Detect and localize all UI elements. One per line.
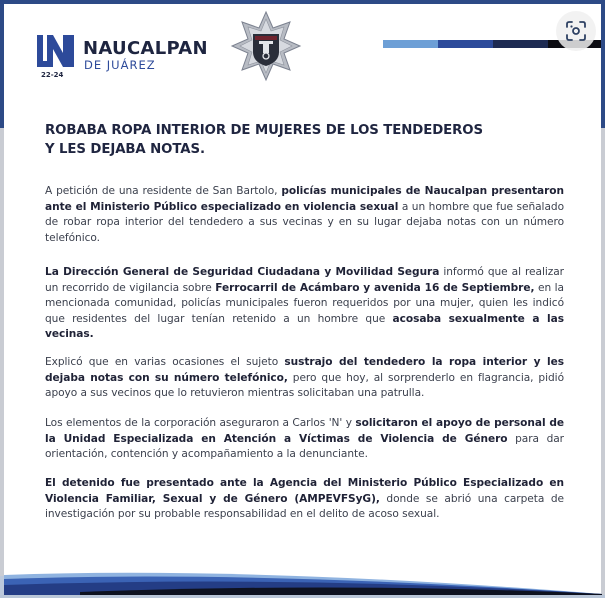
article-title bbox=[45, 121, 545, 159]
naucalpan-logo bbox=[35, 31, 215, 83]
text-segment: Explicó que en varias ocasiones el sujeto bbox=[45, 356, 285, 368]
naucalpan-logo-mark-icon bbox=[35, 33, 75, 69]
text-segment: donde se abrió una carpeta de investigación por su probable responsabilidad en el delito de acoso sexual. bbox=[45, 492, 565, 520]
text-segment-bold: acosaba sexualmente a las vecinas. bbox=[45, 312, 564, 340]
article-paragraph bbox=[45, 355, 564, 402]
text-segment: a un hombre que fue señalado de robar ropa interior del tendedero a sus vecinas y en su lugar dejaba notas con un número telefónico. bbox=[45, 200, 565, 244]
text-segment: en la mencionada comunidad, policías municipales fueron requeridos por una mujer, quien les indicó que residentes del lugar tenían retenido a un hombre que bbox=[45, 281, 564, 325]
text-segment-bold: El detenido fue presentado ante la Agencia del Ministerio Público Especializado en Violencia Familiar, Sexual y de Género (AMPEVFSyG), bbox=[45, 477, 564, 505]
text-segment-bold: policías municipales de Naucalpan presentaron ante el Ministerio Público especializado en violencia sexual bbox=[45, 185, 564, 213]
text-segment-bold: sustrajo del tendedero la ropa interior y les dejaba notas con su número telefónico, bbox=[45, 356, 564, 384]
article-title-line: Y LES DEJABA NOTAS. bbox=[45, 142, 205, 157]
color-bar-segment bbox=[383, 40, 438, 48]
footer-wave-decoration bbox=[0, 558, 605, 598]
article-paragraph bbox=[45, 476, 564, 523]
police-star-badge-icon bbox=[230, 10, 302, 82]
text-segment: informó que al realizar un recorrido de vigilancia sobre bbox=[45, 266, 564, 294]
logo-years: 22-24 bbox=[41, 71, 64, 79]
color-bar-segment bbox=[438, 40, 493, 48]
text-segment-bold: Ferrocarril de Acámbaro y avenida 16 de Septiembre, bbox=[215, 281, 535, 294]
color-bar-segment bbox=[493, 40, 548, 48]
text-segment: Los elementos de la corporación aseguraron a Carlos 'N' y bbox=[45, 417, 356, 429]
article-paragraph bbox=[45, 416, 564, 463]
text-segment: para dar orientación, contención y acompañamiento a la denunciante. bbox=[45, 432, 564, 460]
article-paragraph bbox=[45, 184, 564, 246]
text-segment-bold: La Dirección General de Seguridad Ciudadana y Movilidad Segura bbox=[45, 266, 440, 278]
visual-search-icon bbox=[565, 20, 587, 42]
article-paragraph bbox=[45, 265, 564, 343]
text-segment-bold: solicitaron el apoyo de personal de la Unidad Especializada en Atención a Víctimas de Violencia de Género bbox=[45, 417, 564, 445]
article-title-line: ROBABA ROPA INTERIOR DE MUJERES DE LOS TENDEDEROS bbox=[45, 123, 483, 138]
logo-name: NAUCALPAN bbox=[83, 38, 208, 59]
press-release-card bbox=[4, 4, 601, 594]
text-segment: pero que hoy, al sorprenderlo en flagrancia, pidió apoyo a sus vecinos que lo retuvieron mientras solicitaban una patrulla. bbox=[45, 371, 564, 399]
text-segment: A petición de una residente de San Bartolo, bbox=[45, 185, 282, 197]
logo-subtitle: DE JUÁREZ bbox=[84, 58, 156, 72]
visual-search-button[interactable] bbox=[556, 11, 596, 51]
